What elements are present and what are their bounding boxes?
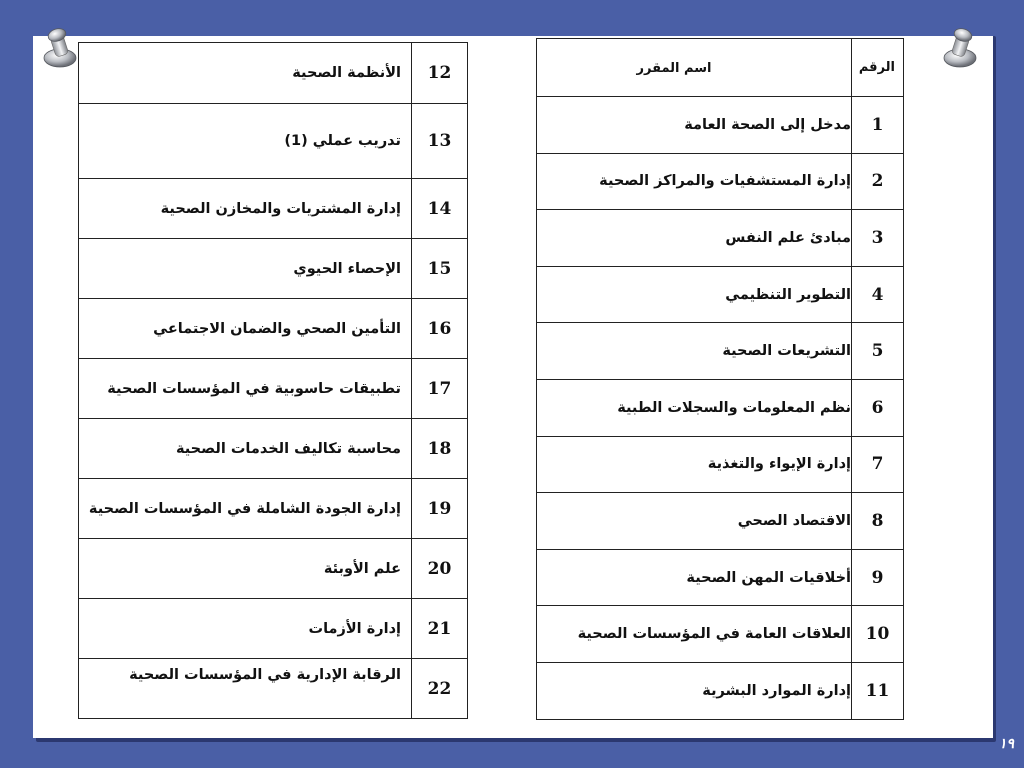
course-name: نظم المعلومات والسجلات الطبية: [537, 379, 852, 436]
table-row: [79, 179, 468, 239]
row-number: 10: [852, 606, 904, 663]
row-number: 12: [412, 43, 468, 104]
table-row: [79, 479, 468, 539]
table-row: [79, 299, 468, 359]
table-row: [537, 210, 904, 267]
course-name: إدارة المستشفيات والمراكز الصحية: [537, 153, 852, 210]
table-row: [537, 549, 904, 606]
course-name: إدارة الأزمات: [79, 599, 412, 659]
row-number: 3: [852, 210, 904, 267]
course-name: الرقابة الإدارية في المؤسسات الصحية: [79, 659, 412, 719]
table-header-row: [537, 39, 904, 97]
row-number: 8: [852, 493, 904, 550]
row-number: 11: [852, 662, 904, 719]
course-name: إدارة الجودة الشاملة في المؤسسات الصحية: [79, 479, 412, 539]
course-name: التطوير التنظيمي: [537, 266, 852, 323]
courses-table-right: [536, 38, 904, 720]
course-name: تدريب عملي (1): [79, 104, 412, 179]
row-number: 7: [852, 436, 904, 493]
row-number: 19: [412, 479, 468, 539]
course-name: أخلاقيات المهن الصحية: [537, 549, 852, 606]
table-row: [79, 539, 468, 599]
course-name: محاسبة تكاليف الخدمات الصحية: [79, 419, 412, 479]
table-row: [537, 662, 904, 719]
table-row: [79, 359, 468, 419]
table-row: [79, 419, 468, 479]
course-name: إدارة الموارد البشرية: [537, 662, 852, 719]
table-row: [537, 153, 904, 210]
course-name: علم الأوبئة: [79, 539, 412, 599]
page-number: ١٩: [998, 736, 1014, 752]
table-row: [537, 606, 904, 663]
course-name: التشريعات الصحية: [537, 323, 852, 380]
table-row: [79, 239, 468, 299]
row-number: 21: [412, 599, 468, 659]
course-name: مبادئ علم النفس: [537, 210, 852, 267]
pushpin-icon: [36, 26, 82, 72]
row-number: 16: [412, 299, 468, 359]
row-number: 17: [412, 359, 468, 419]
course-name: الأنظمة الصحية: [79, 43, 412, 104]
course-name: الاقتصاد الصحي: [537, 493, 852, 550]
course-name: إدارة المشتريات والمخازن الصحية: [79, 179, 412, 239]
row-number: 18: [412, 419, 468, 479]
course-name: الإحصاء الحيوي: [79, 239, 412, 299]
row-number: 22: [412, 659, 468, 719]
table-row: [537, 436, 904, 493]
course-name: العلاقات العامة في المؤسسات الصحية: [537, 606, 852, 663]
row-number: 2: [852, 153, 904, 210]
table-row: [79, 659, 468, 719]
row-number: 20: [412, 539, 468, 599]
course-name: التأمين الصحي والضمان الاجتماعي: [79, 299, 412, 359]
courses-table-left: [78, 42, 468, 719]
course-name: تطبيقات حاسوبية في المؤسسات الصحية: [79, 359, 412, 419]
row-number: 6: [852, 379, 904, 436]
table-row: [537, 97, 904, 154]
table-row: [79, 104, 468, 179]
table-row: [537, 493, 904, 550]
table-row: [537, 266, 904, 323]
row-number: 13: [412, 104, 468, 179]
row-number: 15: [412, 239, 468, 299]
table-row: [537, 379, 904, 436]
row-number: 9: [852, 549, 904, 606]
row-number: 14: [412, 179, 468, 239]
table-row: [537, 323, 904, 380]
header-number: الرقم: [852, 39, 904, 97]
table-row: [79, 43, 468, 104]
row-number: 1: [852, 97, 904, 154]
course-name: إدارة الإيواء والتغذية: [537, 436, 852, 493]
course-name: مدخل إلى الصحة العامة: [537, 97, 852, 154]
table-row: [79, 599, 468, 659]
row-number: 5: [852, 323, 904, 380]
pushpin-icon: [938, 26, 984, 72]
row-number: 4: [852, 266, 904, 323]
header-course-name: اسم المقرر: [537, 39, 852, 97]
